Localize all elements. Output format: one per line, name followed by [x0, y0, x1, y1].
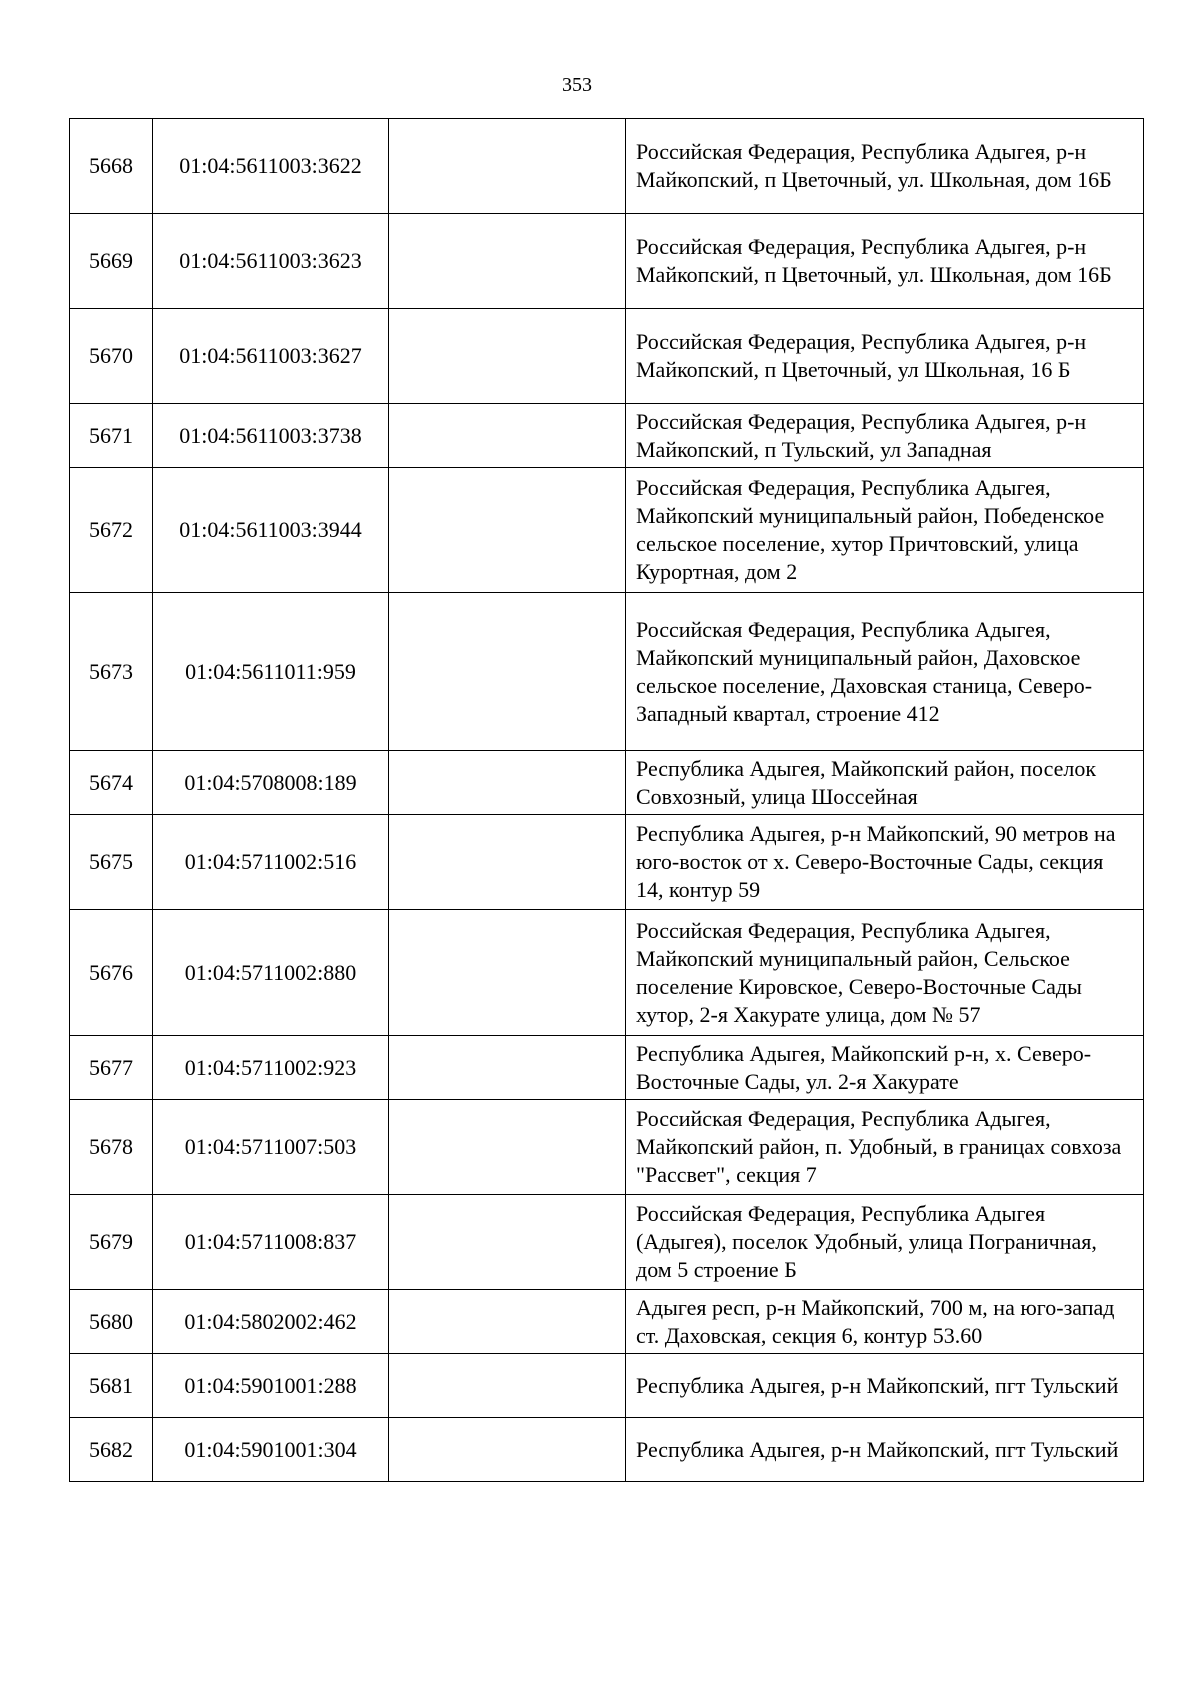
empty-cell	[389, 1354, 626, 1418]
table-row	[70, 468, 1144, 593]
empty-cell	[389, 1290, 626, 1354]
row-number: 5673	[70, 593, 153, 751]
row-number: 5680	[70, 1290, 153, 1354]
address: Российская Федерация, Республика Адыгея, р-н Майкопский, п Цветочный, ул. Школьная, дом 16Б	[626, 214, 1144, 309]
table-row	[70, 593, 1144, 751]
table-row	[70, 1195, 1144, 1290]
empty-cell	[389, 404, 626, 468]
row-number: 5671	[70, 404, 153, 468]
empty-cell	[389, 119, 626, 214]
cadastral-number: 01:04:5901001:288	[153, 1354, 389, 1418]
cadastral-number: 01:04:5711008:837	[153, 1195, 389, 1290]
cadastral-number: 01:04:5611003:3738	[153, 404, 389, 468]
empty-cell	[389, 1195, 626, 1290]
empty-cell	[389, 1418, 626, 1482]
cadastral-number: 01:04:5611003:3622	[153, 119, 389, 214]
cadastral-number: 01:04:5711002:923	[153, 1036, 389, 1100]
row-number: 5682	[70, 1418, 153, 1482]
table-row	[70, 1354, 1144, 1418]
row-number: 5677	[70, 1036, 153, 1100]
table-row	[70, 1100, 1144, 1195]
row-number: 5668	[70, 119, 153, 214]
row-number: 5669	[70, 214, 153, 309]
row-number: 5678	[70, 1100, 153, 1195]
empty-cell	[389, 910, 626, 1036]
empty-cell	[389, 309, 626, 404]
cadastral-number: 01:04:5901001:304	[153, 1418, 389, 1482]
address: Республика Адыгея, р-н Майкопский, пгт Тульский	[626, 1354, 1144, 1418]
empty-cell	[389, 815, 626, 910]
empty-cell	[389, 468, 626, 593]
cadastral-number: 01:04:5711002:880	[153, 910, 389, 1036]
cadastral-number: 01:04:5711002:516	[153, 815, 389, 910]
cadastral-number: 01:04:5711007:503	[153, 1100, 389, 1195]
cadastral-number: 01:04:5611003:3623	[153, 214, 389, 309]
cadastral-number: 01:04:5802002:462	[153, 1290, 389, 1354]
table-row	[70, 815, 1144, 910]
address: Республика Адыгея, Майкопский р-н, х. Северо-Восточные Сады, ул. 2-я Хакурате	[626, 1036, 1144, 1100]
address: Республика Адыгея, Майкопский район, поселок Совхозный, улица Шоссейная	[626, 751, 1144, 815]
table-row	[70, 119, 1144, 214]
address: Российская Федерация, Республика Адыгея, р-н Майкопский, п Цветочный, ул. Школьная, дом 16Б	[626, 119, 1144, 214]
table-row	[70, 214, 1144, 309]
row-number: 5670	[70, 309, 153, 404]
address: Адыгея респ, р-н Майкопский, 700 м, на юго-запад ст. Даховская, секция 6, контур 53.60	[626, 1290, 1144, 1354]
row-number: 5679	[70, 1195, 153, 1290]
registry-table	[69, 118, 1144, 1482]
address: Российская Федерация, Республика Адыгея, Майкопский муниципальный район, Даховское сельское поселение, Даховская станица, Северо-Западный квартал, строение 412	[626, 593, 1144, 751]
address: Республика Адыгея, р-н Майкопский, 90 метров на юго-восток от х. Северо-Восточные Сады, секция 14, контур 59	[626, 815, 1144, 910]
cadastral-number: 01:04:5611003:3944	[153, 468, 389, 593]
row-number: 5676	[70, 910, 153, 1036]
address: Российская Федерация, Республика Адыгея, р-н Майкопский, п Цветочный, ул Школьная, 16 Б	[626, 309, 1144, 404]
address: Республика Адыгея, р-н Майкопский, пгт Тульский	[626, 1418, 1144, 1482]
table-row	[70, 1036, 1144, 1100]
table-row	[70, 1418, 1144, 1482]
table-row	[70, 751, 1144, 815]
address: Российская Федерация, Республика Адыгея, Майкопский муниципальный район, Победенское сельское поселение, хутор Причтовский, улица Курортная, дом 2	[626, 468, 1144, 593]
row-number: 5672	[70, 468, 153, 593]
row-number: 5674	[70, 751, 153, 815]
row-number: 5675	[70, 815, 153, 910]
empty-cell	[389, 751, 626, 815]
cadastral-number: 01:04:5611003:3627	[153, 309, 389, 404]
table-row	[70, 1290, 1144, 1354]
empty-cell	[389, 593, 626, 751]
address: Российская Федерация, Республика Адыгея, Майкопский муниципальный район, Сельское поселение Кировское, Северо-Восточные Сады хутор, 2-я Хакурате улица, дом № 57	[626, 910, 1144, 1036]
table-row	[70, 910, 1144, 1036]
cadastral-number: 01:04:5708008:189	[153, 751, 389, 815]
page-number: 353	[562, 74, 592, 96]
empty-cell	[389, 1036, 626, 1100]
table-row	[70, 309, 1144, 404]
row-number: 5681	[70, 1354, 153, 1418]
address: Российская Федерация, Республика Адыгея, р-н Майкопский, п Тульский, ул Западная	[626, 404, 1144, 468]
empty-cell	[389, 214, 626, 309]
address: Российская Федерация, Республика Адыгея (Адыгея), поселок Удобный, улица Пограничная, дом 5 строение Б	[626, 1195, 1144, 1290]
empty-cell	[389, 1100, 626, 1195]
table-row	[70, 404, 1144, 468]
address: Российская Федерация, Республика Адыгея, Майкопский район, п. Удобный, в границах совхоза "Рассвет", секция 7	[626, 1100, 1144, 1195]
cadastral-number: 01:04:5611011:959	[153, 593, 389, 751]
